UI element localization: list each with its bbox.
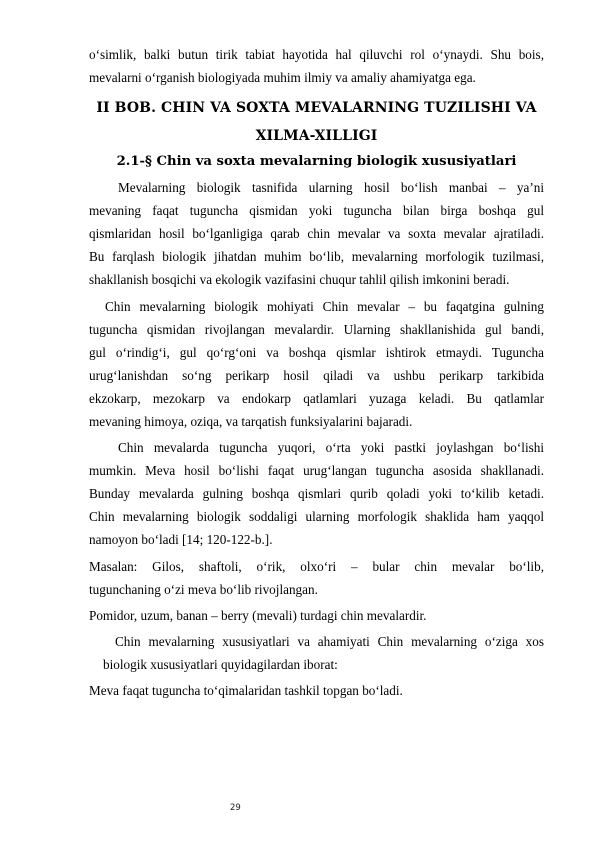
paragraph-line: namoyon bo‘ladi [14; 120-122-b.].: [89, 532, 273, 547]
example-line: Masalan: Gilos, shaftoli, o‘rik, olxo‘ri – bular chin mevalar bo‘lib,: [89, 559, 544, 574]
paragraph-line: mevaning faqat tuguncha qismidan yoki tuguncha bilan birga boshqa gul: [89, 203, 544, 218]
intro-line: mevalarni o‘rganish biologiyada muhim ilmiy va amaliy ahamiyatga ega.: [89, 70, 476, 85]
paragraph-line: Chin mevalarning xususiyatlari va ahamiyati Chin mevalarning o‘ziga xos: [115, 634, 544, 649]
paragraph-line: Chin mevalarda tuguncha yuqori, o‘rta yoki pastki joylashgan bo‘lishi: [118, 440, 544, 455]
paragraph-line: Meva faqat tuguncha to‘qimalaridan tashkil topgan bo‘ladi.: [89, 683, 403, 698]
paragraph-line: tuguncha qismidan rivojlangan mevalardir. Ularning shakllanishida gul bandi,: [89, 322, 544, 337]
paragraph-line: Mevalarning biologik tasnifida ularning hosil bo‘lish manbai – ya’ni: [118, 180, 544, 195]
example-line: tugunchaning o‘zi meva bo‘lib rivojlangan.: [89, 582, 318, 597]
paragraph-line: qismlaridan hosil bo‘lganligiga qarab chin mevalar va soxta mevalar ajratiladi.: [89, 226, 544, 241]
section-title: 2.1-§ Chin va soxta mevalarning biologik xususiyatlari: [116, 154, 517, 169]
chapter-title: II BOB. CHIN VA SOXTA MEVALARNING TUZILISHI VA: [96, 100, 537, 116]
paragraph-line: mumkin. Meva hosil bo‘lishi faqat urug‘langan tuguncha asosida shakllanadi.: [89, 463, 544, 478]
paragraph-line: mevaning himoya, oziqa, va tarqatish funksiyalarini bajaradi.: [89, 414, 413, 429]
example-line: Pomidor, uzum, banan – berry (mevali) turdagi chin mevalardir.: [89, 608, 427, 623]
paragraph-line: Bunday mevalarda gulning boshqa qismlari qurib qoladi yoki to‘kilib ketadi.: [89, 486, 544, 501]
paragraph-line: Bu farqlash biologik jihatdan muhim bo‘lib, mevalarning morfologik tuzilmasi,: [89, 249, 544, 264]
paragraph-line: urug‘lanishdan so‘ng perikarp hosil qiladi va ushbu perikarp tarkibida: [89, 368, 544, 383]
paragraph-line: biologik xususiyatlari quyidagilardan iborat:: [103, 657, 338, 672]
paragraph-line: gul o‘rindig‘i, gul qo‘rg‘oni va boshqa qismlar ishtirok etmaydi. Tuguncha: [89, 345, 544, 360]
paragraph-line: shakllanish bosqichi va ekologik vazifasini chuqur tahlil qilish imkonini beradi.: [89, 272, 510, 287]
paragraph-line: Chin mevalarning biologik mohiyati Chin mevalar – bu faqatgina gulning: [105, 299, 544, 314]
intro-line: o‘simlik, balki butun tirik tabiat hayotida hal qiluvchi rol o‘ynaydi. Shu bois,: [89, 47, 544, 62]
paragraph-line: Chin mevalarning biologik soddaligi ularning morfologik shaklida ham yaqqol: [89, 509, 544, 524]
paragraph-line: ekzokarp, mezokarp va endokarp qatlamlari yuzaga keladi. Bu qatlamlar: [89, 391, 544, 406]
chapter-title-continued: XILMA-XILLIGI: [255, 128, 378, 144]
page-number: 29: [230, 803, 241, 813]
